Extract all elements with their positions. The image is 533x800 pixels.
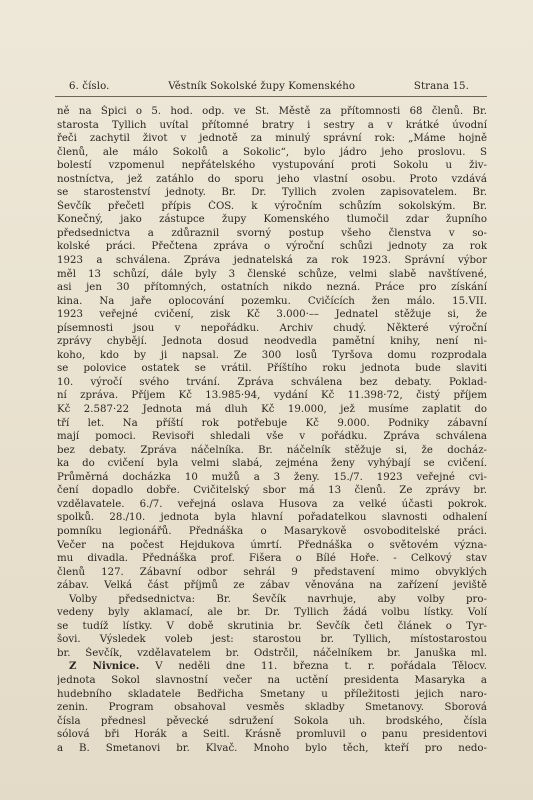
journal-title: Věstník Sokolské župy Komenského xyxy=(168,81,356,92)
text-line: se polovice ostatek se vrátil. Příštího roku jednota bude slaviti xyxy=(57,363,487,375)
text-line: Kč 2.587·22 Jednota má dluh Kč 19.000, jež musíme zaplatit do xyxy=(57,404,487,416)
text-line: bez debaty. Zpráva náčelníka. Br. náčelník stěžuje si, že docház- xyxy=(57,444,487,456)
text-line: zenin. Program obsahoval vesměs skladby Smetanovy. Sborová xyxy=(57,702,487,714)
text-line: pomníku legionářů. Přednáška o Masarykově osvoboditelské práci. xyxy=(57,525,487,537)
text-line: předsednictva a zdůraznil svorný postup všeho členstva v so- xyxy=(57,227,487,239)
text-line: členů, ale málo Sokolů a Sokolic“, bylo jádro jeho proslovu. S xyxy=(57,146,487,158)
text-line: vedeny byly aklamací, ale br. Dr. Tyllich žádá volbu lístky. Volí xyxy=(57,607,487,619)
text-line: Z Nivnice. V neděli dne 11. března t. r. pořádala Tělocv. xyxy=(69,660,487,673)
text-line: Ševčík přečetl přípis ČOS. k výročním schůzím sokolským. Br. xyxy=(57,200,487,212)
text-line: čísla přednesl pěvecké sdružení Sokola uh. brodského, čísla xyxy=(57,715,487,727)
text-line: zábav. Velká část příjmů ze zábav věnována na zařízení jeviště xyxy=(57,580,487,592)
text-line: a B. Smetanovi br. Klvač. Mnoho bylo těch, kteří pro nedo- xyxy=(57,742,487,754)
text-line: se tudíž lístky. V době skrutinia br. Ševčík četl článek o Tyr- xyxy=(57,620,487,632)
running-header xyxy=(69,81,469,92)
text-line: starosta Tyllich uvítal přítomné bratry i sestry a v krátké úvodní xyxy=(57,119,487,131)
text-line: 1923 a schválena. Zpráva jednatelská za rok 1923. Správní výbor xyxy=(57,255,487,267)
text-line: ně na Špici o 5. hod. odp. ve St. Městě za přítomnosti 68 členů. Br. xyxy=(57,106,487,117)
text-line: 1923 veřejné cvičení, zisk Kč 3.000·–– Jednatel stěžuje si, že xyxy=(57,309,487,321)
text-line: členů 127. Zábavní odbor sehrál 9 představení mimo obvyklých xyxy=(57,566,487,578)
text-line: Průměrná docházka 10 mužů a 3 ženy. 15./7. 1923 veřejné cvi- xyxy=(57,471,487,483)
text-line: vzdělavatele. 6./7. veřejná oslava Husova za velké účasti pokrok. xyxy=(57,498,487,510)
header-rule xyxy=(55,96,487,97)
text-line: hudebního skladatele Bedřicha Smetany u příležitosti jejich naro- xyxy=(57,688,487,700)
text-line: jednota Sokol slavnostní večer na uctění presidenta Masaryka a xyxy=(57,674,487,686)
text-line: čení dopadlo dobře. Cvičitelský sbor má 13 členů. Ze zprávy br. xyxy=(57,485,487,497)
text-line: řeči zachytil život v jednotě za minulý správní rok: „Máme hojně xyxy=(57,133,487,145)
text-line: kolské práci. Přečtena zpráva o výroční schůzi jednoty za rok xyxy=(57,241,487,253)
page-number: Strana 15. xyxy=(413,81,469,92)
text-line: br. Ševčík, vzdělavatelem br. Odstrčil, náčelníkem br. Januška ml. xyxy=(57,647,487,659)
text-line: písemnosti jsou v nepořádku. Archiv chudý. Některé výroční xyxy=(57,322,487,334)
text-line: asi jen 30 přítomných, ostatních nikdo nezná. Práce pro získání xyxy=(57,282,487,294)
text-line: bolestí vzpomenul nepřátelského vystupování proti Sokolu u živ- xyxy=(57,160,487,172)
text-line: Volby předsednictva: Br. Ševčík navrhuje, aby volby pro- xyxy=(69,593,487,605)
text-line: spolků. 28./10. jednota byla hlavní pořadatelkou slavnosti odhalení xyxy=(57,512,487,524)
text-line: sólová bři Horák a Seitl. Krásně promluvil o panu presidentovi xyxy=(57,729,487,741)
text-line: mu divadla. Přednáška prof. Fišera o Bílé Hoře. - Celkový stav xyxy=(57,553,487,565)
text-line: Večer na počest Hejdukova úmrtí. Přednáška o světovém význa- xyxy=(57,539,487,551)
text-line: tří let. Na příští rok potřebuje Kč 9.000. Podniky zábavní xyxy=(57,417,487,429)
text-line: nostníctva, jež zatáhlo do sporu jeho vlastní osobu. Proto vzdává xyxy=(57,173,487,185)
text-line: ní zpráva. Příjem Kč 13.985·94, vydání Kč 11.398·72, čistý příjem xyxy=(57,390,487,402)
text-line: 10. výročí svého trvání. Zpráva schválena bez debaty. Poklad- xyxy=(57,376,487,388)
text-line: mají pomoci. Revisoři shledali vše v pořádku. Zpráva schválena xyxy=(57,431,487,443)
text-line: šovi. Výsledek voleb jest: starostou br. Tyllich, místostarostou xyxy=(57,634,487,646)
text-line: se starostenství jednoty. Br. Dr. Tyllich zvolen zapisovatelem. Br. xyxy=(57,187,487,199)
text-line: Konečný, jako zástupce župy Komenského tlumočil zdar župního xyxy=(57,214,487,226)
text-line: koho, kdo by ji napsal. Ze 300 losů Tyršova domu rozprodala xyxy=(57,349,487,361)
text-line: zprávy chybějí. Jednota dosud neodvedla pamětní knihy, není ni- xyxy=(57,336,487,348)
text-line: kina. Na jaře oplocování pozemku. Cvičících žen málo. 15.VII. xyxy=(57,295,487,307)
article-body xyxy=(57,105,487,755)
issue-number: 6. číslo. xyxy=(69,81,110,92)
text-line: měl 13 schůzí, dále byly 3 členské schůze, velmi slabě navštívené, xyxy=(57,268,487,280)
text-line: ka do cvičení byla velmi slabá, zejména ženy vyhýbají se cvičení. xyxy=(57,458,487,470)
